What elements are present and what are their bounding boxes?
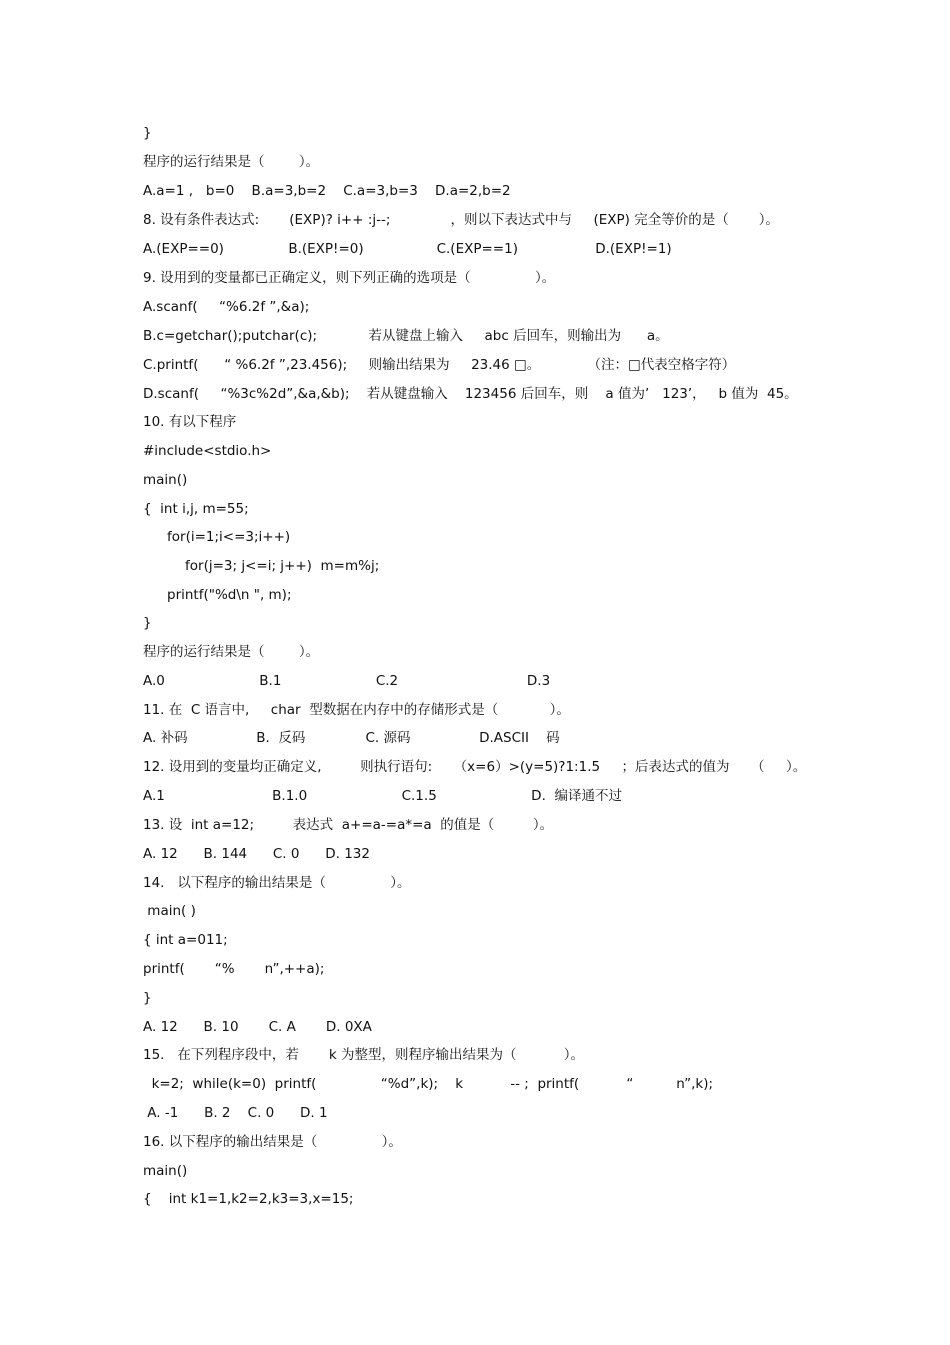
question-7-result-prompt: 程序的运行结果是（ ）。 — [143, 154, 320, 170]
question-11-options: A. 补码 B. 反码 C. 源码 D.ASCII 码 — [143, 730, 560, 746]
code-line: printf( “% n”,++a); — [143, 961, 325, 977]
question-10-stem: 10. 有以下程序 — [143, 414, 237, 430]
question-15-stem: 15. 在下列程序段中，若 k 为整型，则程序输出结果为（ ）。 — [143, 1047, 584, 1063]
question-12-options: A.1 B.1.0 C.1.5 D. 编译通不过 — [143, 788, 622, 804]
code-line: { int a=011; — [143, 932, 228, 948]
code-line: for(i=1;i<=3;i++) — [167, 529, 291, 545]
question-7-options: A.a=1 , b=0 B.a=3,b=2 C.a=3,b=3 D.a=2,b=2 — [143, 183, 511, 199]
question-12-stem: 12. 设用到的变量均正确定义, 则执行语句: （x=6）>(y=5)?1:1.5 ；后表达式的值为 （ ）。 — [143, 759, 807, 775]
code-line: k=2; while(k=0) printf( “%d”,k); k -- ; printf( “ n”,k); — [143, 1076, 714, 1092]
code-line: } — [143, 990, 152, 1006]
question-9-option-a: A.scanf( “%6.2f ”,&a); — [143, 299, 310, 315]
code-line: printf("%d\n ", m); — [167, 587, 292, 603]
code-line: main( ) — [143, 903, 196, 919]
code-line: { int k1=1,k2=2,k3=3,x=15; — [143, 1191, 354, 1207]
question-8-stem: 8. 设有条件表达式: (EXP)? i++ :j--; ，则以下表达式中与 (EXP) 完全等价的是（ ）。 — [143, 212, 779, 228]
question-11-stem: 11. 在 C 语言中, char 型数据在内存中的存储形式是（ ）。 — [143, 702, 570, 718]
question-8-options: A.(EXP==0) B.(EXP!=0) C.(EXP==1) D.(EXP!=1) — [143, 241, 672, 257]
question-13-options: A. 12 B. 144 C. 0 D. 132 — [143, 846, 370, 862]
question-9-option-d: D.scanf( “%3c%2d”,&a,&b); 若从键盘输入 123456 后回车，则 a 值为’ 123’， b 值为 45。 — [143, 386, 798, 402]
question-13-stem: 13. 设 int a=12; 表达式 a+=a-=a*=a 的值是（ ）。 — [143, 817, 554, 833]
code-closing-brace: } — [143, 125, 152, 141]
question-9-option-b: B.c=getchar();putchar(c); 若从键盘上输入 abc 后回车，则输出为 a。 — [143, 328, 669, 344]
code-line: main() — [143, 1163, 188, 1179]
code-line: } — [143, 615, 152, 631]
question-10-result-prompt: 程序的运行结果是（ ）。 — [143, 644, 320, 660]
question-14-options: A. 12 B. 10 C. A D. 0XA — [143, 1019, 372, 1035]
question-10-options: A.0 B.1 C.2 D.3 — [143, 673, 551, 689]
question-9-stem: 9. 设用到的变量都已正确定义，则下列正确的选项是（ ）。 — [143, 270, 556, 286]
question-15-options: A. -1 B. 2 C. 0 D. 1 — [143, 1105, 328, 1121]
question-16-stem: 16. 以下程序的输出结果是（ ）。 — [143, 1134, 402, 1150]
question-9-option-c: C.printf( “ %6.2f ”,23.456); 则输出结果为 23.46 □。 （注：□代表空格字符） — [143, 357, 736, 373]
code-line: #include<stdio.h> — [143, 443, 272, 459]
code-line: main() — [143, 472, 188, 488]
code-line: for(j=3; j<=i; j++) m=m%j; — [185, 558, 380, 574]
question-14-stem: 14. 以下程序的输出结果是（ ）。 — [143, 875, 411, 891]
code-line: { int i,j, m=55; — [143, 501, 249, 517]
